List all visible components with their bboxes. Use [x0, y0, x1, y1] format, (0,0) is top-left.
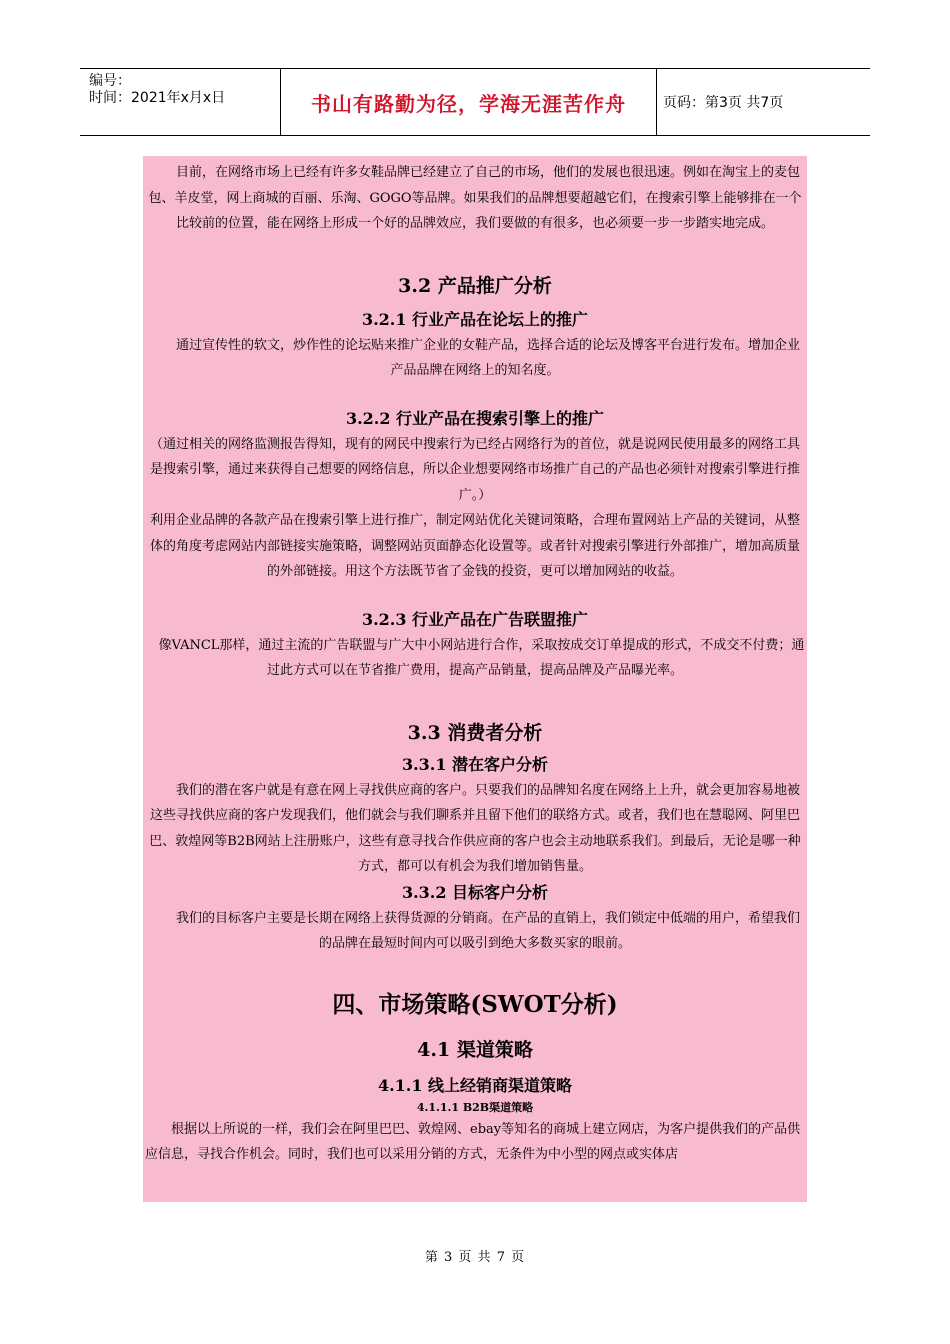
page-footer: 第 3 页 共 7 页 [424, 1250, 526, 1265]
section-3-3-2-title: 3.3.2 目标客户分析 [401, 882, 549, 902]
section-3-2-2-title: 3.2.2 行业产品在搜索引擎上的推广 [345, 408, 605, 428]
header-motto-cell [281, 69, 657, 135]
header-page-info: 页码：第3页 共7页 [663, 95, 784, 111]
header-motto: 书山有路勤为径，学海无涯苦作舟 [311, 91, 626, 116]
header-meta [80, 69, 281, 135]
section-3-2-3-title: 3.2.3 行业产品在广告联盟推广 [361, 609, 589, 629]
section-4-title: 四、市场策略(SWOT分析) [332, 990, 618, 1018]
doc-number-label: 编号： [89, 73, 131, 89]
document-header [80, 68, 870, 136]
header-page-cell [657, 69, 870, 135]
section-3-2-1-paragraph: 通过宣传性的软文，炒作性的论坛贴来推广企业的女鞋产品，选择合适的论坛及博客平台进行发布。增加企业产品品牌在网络上的知名度。 [175, 337, 800, 378]
section-4-1-title: 4.1 渠道策略 [417, 1038, 533, 1061]
section-4-1-1-1-title: 4.1.1.1 B2B渠道策略 [416, 1100, 534, 1114]
section-3-3-1-title: 3.3.1 潜在客户分析 [401, 754, 549, 774]
document-body [143, 156, 807, 1202]
section-3-3-2-paragraph: 我们的目标客户主要是长期在网络上获得货源的分销商。在产品的直销上，我们锁定中低端的用户，希望我们的品牌在最短时间内可以吸引到绝大多数买家的眼前。 [175, 910, 800, 951]
section-3-3-1-paragraph: 我们的潜在客户就是有意在网上寻找供应商的客户。只要我们的品牌知名度在网络上上升，就会更加容易地被这些寻找供应商的客户发现我们，他们就会与我们聊系并且留下他们的联络方式。或者，我们也在慧聪网、阿里巴巴、敦煌网等B2B网站上注册账户，这些有意寻找合作供应商的客户也会主动地联系我们。到最后，无论是哪一种方式，都可以有机会为我们增加销售量。 [149, 782, 801, 874]
section-4-1-1-1-paragraph: 根据以上所说的一样，我们会在阿里巴巴、敦煌网、ebay等知名的商城上建立网店，为客户提供我们的产品供应信息，寻找合作机会。同时，我们也可以采用分销的方式，无条件为中小型的网点或实体店 [145, 1121, 801, 1162]
section-4-1-1-title: 4.1.1 线上经销商渠道策略 [377, 1075, 573, 1095]
section-3-2-2-paragraph-2: 利用企业品牌的各款产品在搜索引擎上进行推广，制定网站优化关键词策略，合理布置网站上产品的关键词，从整体的角度考虑网站内部链接实施策略，调整网站页面静态化设置等。或者针对搜索引擎进行外部推广，增加高质量的外部链接。用这个方法既节省了金钱的投资，更可以增加网站的收益。 [149, 513, 800, 579]
doc-date-label: 时间：2021年x月x日 [89, 90, 226, 106]
section-3-3-title: 3.3 消费者分析 [407, 721, 543, 744]
intro-paragraph: 目前，在网络市场上已经有许多女鞋品牌已经建立了自己的市场，他们的发展也很迅速。例如在淘宝上的麦包包、羊皮堂，网上商城的百丽、乐淘、GOGO等品牌。如果我们的品牌想要超越它们，在搜索引擎上能够排在一个比较前的位置，能在网络上形成一个好的品牌效应，我们要做的有很多，也必须要一步一步踏实地完成。 [148, 165, 802, 231]
section-3-2-3-paragraph: 像VANCL那样，通过主流的广告联盟与广大中小网站进行合作，采取按成交订单提成的形式，不成交不付费；通过此方式可以在节省推广费用，提高产品销量，提高品牌及产品曝光率。 [158, 637, 805, 678]
section-3-2-title: 3.2 产品推广分析 [398, 274, 552, 297]
section-3-2-2-paragraph-1: （通过相关的网络监测报告得知，现有的网民中搜索行为已经占网络行为的首位，就是说网民使用最多的网络工具是搜索引擎，通过来获得自己想要的网络信息，所以企业想要网络市场推广自己的产品也必须针对搜索引擎进行推广。） [149, 436, 800, 503]
section-3-2-1-title: 3.2.1 行业产品在论坛上的推广 [361, 309, 589, 329]
